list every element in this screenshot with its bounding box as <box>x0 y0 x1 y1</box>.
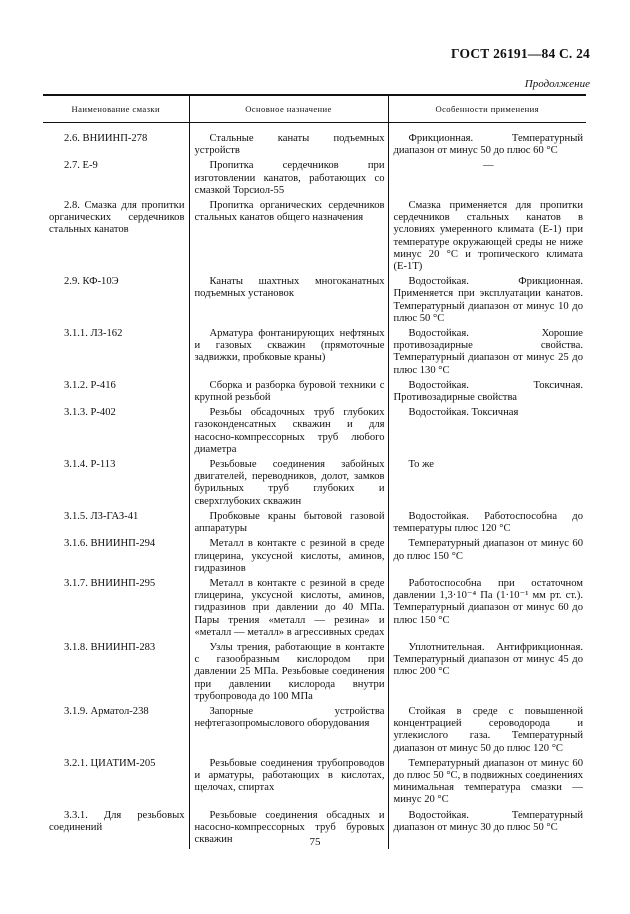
lubricant-features: Температурный диапазон от минус 60 до плюс 150 °C <box>388 538 586 578</box>
lubricant-name: 2.7. Е-9 <box>64 160 98 172</box>
table-row <box>43 200 586 276</box>
lubricant-name: 3.1.8. ВНИИНП-283 <box>64 641 156 653</box>
lubricant-purpose: Резьбовые соединения трубопроводов и арматуры, работающих в кислотах, щелочах, спиртах <box>189 758 388 810</box>
column-header-features: Особенности применения <box>388 95 586 123</box>
table-row <box>43 538 586 578</box>
lubricant-features: Водостойкая. Работоспособна до температуры плюс 120 °C <box>388 511 586 538</box>
lubricant-name: 2.6. ВНИИНП-278 <box>64 133 148 144</box>
lubricant-features: Уплотнительная. Антифрикционная. Температурный диапазон от минус 45 до плюс 200 °C <box>388 642 586 706</box>
lubricant-purpose: Пропитка сердечников при изготовлении канатов, работающих со смазкой Торсиол-55 <box>189 160 388 200</box>
lubricant-purpose: Канаты шахтных многоканатных подъемных установок <box>189 276 388 328</box>
lubricant-purpose: Пробковые краны бытовой газовой аппаратуры <box>189 511 388 538</box>
column-header-name: Наименование смазки <box>43 95 189 123</box>
lubricant-name: 3.2.1. ЦИАТИМ-205 <box>64 757 156 769</box>
lubricant-name: 3.1.1. ЛЗ-162 <box>64 328 123 340</box>
column-header-purpose: Основное назначение <box>189 95 388 123</box>
lubricant-purpose: Пропитка органических сердечников стальных канатов общего назначения <box>189 200 388 276</box>
lubricant-name: 2.9. КФ-10Э <box>64 276 119 288</box>
table-row <box>43 133 586 160</box>
table-row <box>43 758 586 810</box>
document-header: ГОСТ 26191—84 С. 24 <box>451 46 590 61</box>
lubricant-purpose: Резьбы обсадочных труб глубоких газоконденсатных скважин и для насосно-компрессорных труб любого диаметра <box>189 407 388 459</box>
page-number: 75 <box>309 836 321 848</box>
lubricant-purpose: Сборка и разборка буровой техники с крупной резьбой <box>189 380 388 407</box>
continuation-label: Продолжение <box>524 78 590 90</box>
table-row <box>43 578 586 642</box>
lubricant-features: Температурный диапазон от минус 60 до плюс 50 °C, в подвижных соединениях минимальная температура смазки — минус 20 °C <box>388 758 586 810</box>
table-row <box>43 642 586 706</box>
lubricant-purpose: Узлы трения, работающие в контакте с газообразным кислородом при давлении 25 МПа. Резьбовые соединения при давлении кислорода внутри трубопровода до 100 МПа <box>189 642 388 706</box>
table-row <box>43 706 586 758</box>
lubricant-features: Водостойкая. Фрикционная. Применяется при эксплуатации канатов. Температурный диапазон от минус 10 до плюс 50 °C <box>388 276 586 328</box>
lubricant-name: 3.1.2. Р-416 <box>64 379 116 391</box>
lubricant-purpose: Арматура фонтанирующих нефтяных и газовых скважин (прямоточные задвижки, пробковые краны) <box>189 328 388 380</box>
lubricant-purpose: Стальные канаты подъемных устройств <box>189 133 388 160</box>
lubricant-features: Водостойкая. Токсичная <box>388 407 586 459</box>
lubricant-features: Водостойкая. Температурный диапазон от минус 30 до плюс 50 °C <box>388 810 586 850</box>
lubricant-features: Водостойкая. Токсичная. Противозадирные свойства <box>388 380 586 407</box>
lubricant-features: Фрикционная. Температурный диапазон от минус 50 до плюс 60 °C <box>388 133 586 160</box>
lubricant-purpose: Металл в контакте с резиной в среде глицерина, уксусной кислоты, аминов, гидразинов <box>189 538 388 578</box>
lubricant-name: 3.3.1. Для резьбовых соединений <box>49 809 185 833</box>
lubricants-table <box>43 94 586 849</box>
lubricant-name: 3.1.5. ЛЗ-ГАЗ-41 <box>64 510 139 522</box>
table-row <box>43 160 586 200</box>
lubricant-name: 2.8. Смазка для пропитки органических сердечников стальных канатов <box>49 200 185 236</box>
lubricant-purpose: Резьбовые соединения забойных двигателей, переводников, долот, замков бурильных труб глубоких и сверхглубоких скважин <box>189 459 388 511</box>
table-row <box>43 407 586 459</box>
lubricant-features: Водостойкая. Хорошие противозадирные свойства. Температурный диапазон от минус 25 до плюс 130 °C <box>388 328 586 380</box>
lubricant-name: 3.1.6. ВНИИНП-294 <box>64 538 156 550</box>
lubricant-features: То же <box>388 459 586 511</box>
lubricant-features: Работоспособна при остаточном давлении 1,3·10⁻⁴ Па (1·10⁻¹ мм рт. ст.). Температурный диапазон от минус 60 до плюс 150 °C <box>388 578 586 642</box>
lubricant-features: — <box>388 160 586 200</box>
table-row <box>43 459 586 511</box>
lubricant-features: Смазка применяется для пропитки сердечников стальных канатов в условиях умеренного климата (Е-1) при температуре окружающей среды не ниже минус 20 °C и тропического климата (Е-1Т) <box>388 200 586 276</box>
lubricant-purpose: Резьбовые соединения обсадных и насосно-компрессорных труб буровых скважин <box>189 810 388 850</box>
lubricant-purpose: Металл в контакте с резиной в среде глицерина, уксусной кислоты, аминов, гидразинов при давлении до 40 МПа. Пары трения «металл — резина» и «металл — металл» в агрессивных средах <box>189 578 388 642</box>
lubricant-name: 3.1.4. Р-113 <box>64 459 116 471</box>
lubricant-name: 3.1.7. ВНИИНП-295 <box>64 577 156 589</box>
table-row <box>43 276 586 328</box>
table-header-row <box>43 95 586 123</box>
lubricant-name: 3.1.3. Р-402 <box>64 407 116 419</box>
table-row <box>43 328 586 380</box>
lubricant-purpose: Запорные устройства нефтегазопромыслового оборудования <box>189 706 388 758</box>
lubricant-features: Стойкая в среде с повышенной концентрацией сероводорода и углекислого газа. Температурный диапазон от минус 50 до плюс 120 °C <box>388 706 586 758</box>
table-row <box>43 380 586 407</box>
table-row <box>43 511 586 538</box>
lubricant-name: 3.1.9. Арматол-238 <box>64 705 149 717</box>
